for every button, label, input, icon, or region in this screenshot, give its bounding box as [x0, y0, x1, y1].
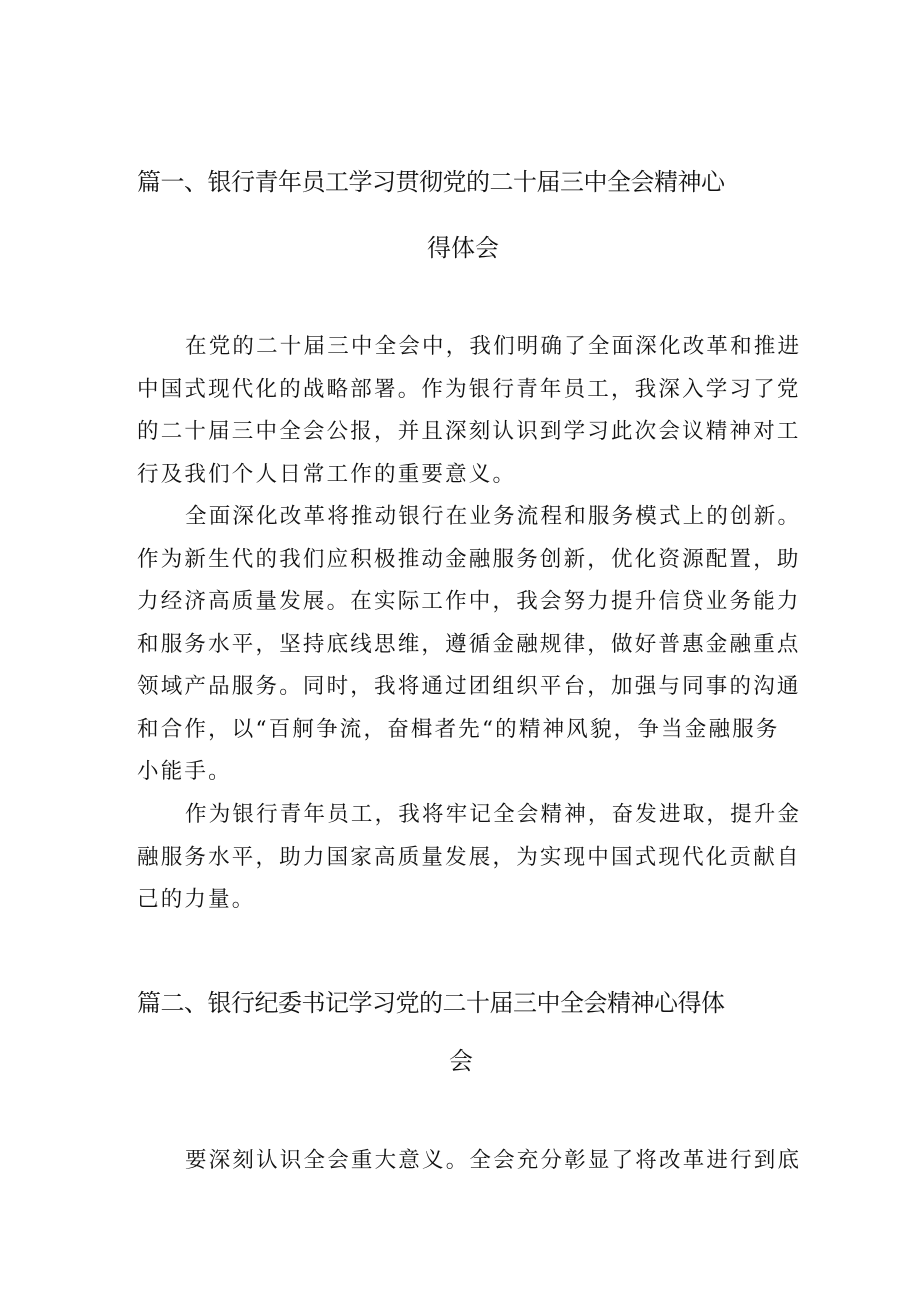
paragraph-line: 作为银行青年员工，我将牢记全会精神，奋发进取，提升金 — [185, 802, 802, 827]
paragraph-line: 全面深化改革将推动银行在业务流程和服务模式上的创新。 — [185, 504, 802, 529]
paragraph-line: 行及我们个人日常工作的重要意义。 — [137, 461, 517, 487]
paragraph-line: 的二十届三中全会公报，并且深刻认识到学习此次会议精神对工 — [137, 419, 801, 444]
section2-title-line2: 会 — [449, 1047, 473, 1075]
paragraph-line: 领域产品服务。同时，我将通过团组织平台，加强与同事的沟通 — [137, 674, 801, 699]
paragraph-line: 己的力量。 — [137, 887, 256, 912]
section1-paragraph-3 — [137, 794, 802, 922]
paragraph-line: 要深刻认识全会重大意义。全会充分彰显了将改革进行到底 — [185, 1148, 802, 1173]
paragraph-line: 力经济高质量发展。在实际工作中，我会努力提升信贷业务能力 — [137, 589, 801, 614]
section2-paragraph-1 — [137, 1140, 802, 1183]
section2-title-line1: 篇二、银行纪委书记学习党的二十届三中全会精神心得体 — [137, 989, 725, 1017]
section1-title-line1: 篇一、银行青年员工学习贯彻党的二十届三中全会精神心 — [137, 168, 725, 196]
section1-paragraph-2 — [137, 496, 802, 794]
section1-title-line2: 得体会 — [427, 234, 499, 262]
paragraph-line: 小能手。 — [137, 759, 232, 784]
paragraph-line: 和合作，以“百舸争流，奋楫者先“的精神风貌，争当金融服务 — [137, 716, 780, 742]
paragraph-line: 在党的二十届三中全会中，我们明确了全面深化改革和推进 — [185, 334, 802, 359]
section1-paragraph-1 — [137, 326, 802, 496]
paragraph-line: 和服务水平，坚持底线思维，遵循金融规律，做好普惠金融重点 — [137, 631, 801, 657]
paragraph-line: 中国式现代化的战略部署。作为银行青年员工，我深入学习了党 — [137, 376, 801, 402]
paragraph-line: 融服务水平，助力国家高质量发展，为实现中国式现代化贡献自 — [137, 844, 801, 870]
paragraph-line: 作为新生代的我们应积极推动金融服务创新，优化资源配置，助 — [137, 546, 801, 572]
